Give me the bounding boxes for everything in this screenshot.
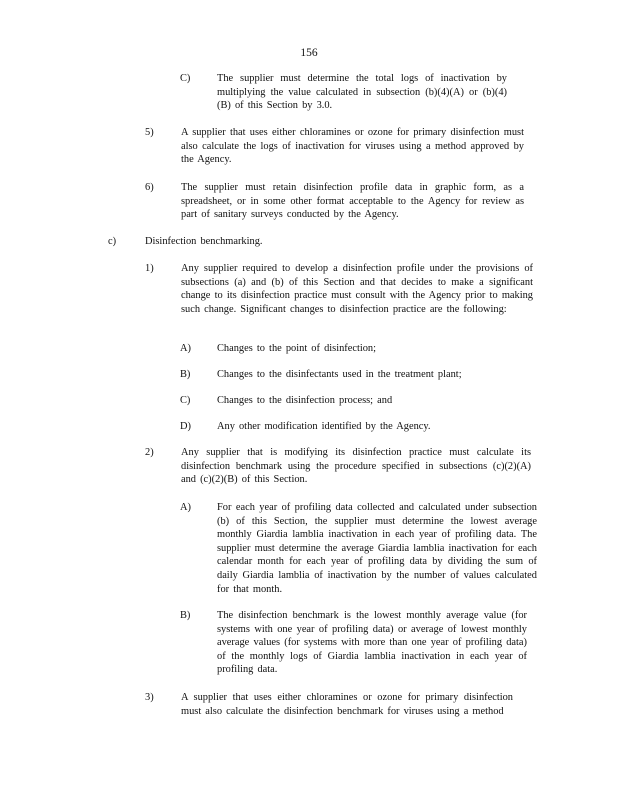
item-text: Changes to the disinfectants used in the treatment plant; xyxy=(217,369,462,380)
item-label: 1) xyxy=(145,263,154,274)
item-text: Any supplier required to develop a disinfection profile under the provisions of subsections (a) and (b) of this Section and that decides to make a significant change to its disinfection practice must consult with the Agency prior to making such change. Significant changes to disinfection practice are the following: xyxy=(181,263,533,315)
item-label: 2) xyxy=(145,447,154,458)
item-label: D) xyxy=(180,421,191,432)
item-label: C) xyxy=(180,395,191,406)
item-text: Any supplier that is modifying its disinfection practice must calculate its disinfection benchmark using the procedure specified in subsections (c)(2)(A) and (c)(2)(B) of this Section. xyxy=(181,447,531,486)
item-label: 3) xyxy=(145,692,154,703)
item-text: The disinfection benchmark is the lowest monthly average value (for systems with one year of profiling data) or average of lowest monthly average values (for systems with more than one year of profiling data) of the monthly logs of Giardia lamblia inactivation in each year of profiling data. xyxy=(217,610,527,676)
item-text: Disinfection benchmarking. xyxy=(145,236,263,247)
item-text: A supplier that uses either chloramines or ozone for primary disinfection must also calculate the disinfection benchmark for viruses using a method xyxy=(181,692,513,717)
item-label: 5) xyxy=(145,127,154,138)
item-text: Changes to the point of disinfection; xyxy=(217,343,377,354)
item-label: B) xyxy=(180,610,191,621)
item-text: For each year of profiling data collected and calculated under subsection (b) of this Section, the supplier must determine the lowest average monthly Giardia lamblia inactivation in each year of profiling data. The supplier must determine the average Giardia lamblia inactivation for each calendar month for each year of profiling data by dividing the sum of daily Giardia lamblia of inactivation by the number of values calculated for that month. xyxy=(217,502,537,595)
item-text: Any other modification identified by the Agency. xyxy=(217,421,431,432)
page-number: 156 xyxy=(300,47,318,59)
item-label: A) xyxy=(180,343,191,354)
item-label: B) xyxy=(180,369,191,380)
item-text: A supplier that uses either chloramines or ozone for primary disinfection must also calculate the logs of inactivation for viruses using a method approved by the Agency. xyxy=(181,127,524,166)
item-label: A) xyxy=(180,502,191,513)
item-text: Changes to the disinfection process; and xyxy=(217,395,393,406)
item-text: The supplier must determine the total logs of inactivation by multiplying the value calculated in subsection (b)(4)(A) or (b)(4)(B) of this Section by 3.0. xyxy=(217,73,507,112)
item-text: The supplier must retain disinfection profile data in graphic form, as a spreadsheet, or in some other format acceptable to the Agency for review as part of sanitary surveys conducted by the Agency. xyxy=(181,182,524,221)
item-label: 6) xyxy=(145,182,154,193)
item-label: c) xyxy=(108,236,117,247)
item-label: C) xyxy=(180,73,191,84)
